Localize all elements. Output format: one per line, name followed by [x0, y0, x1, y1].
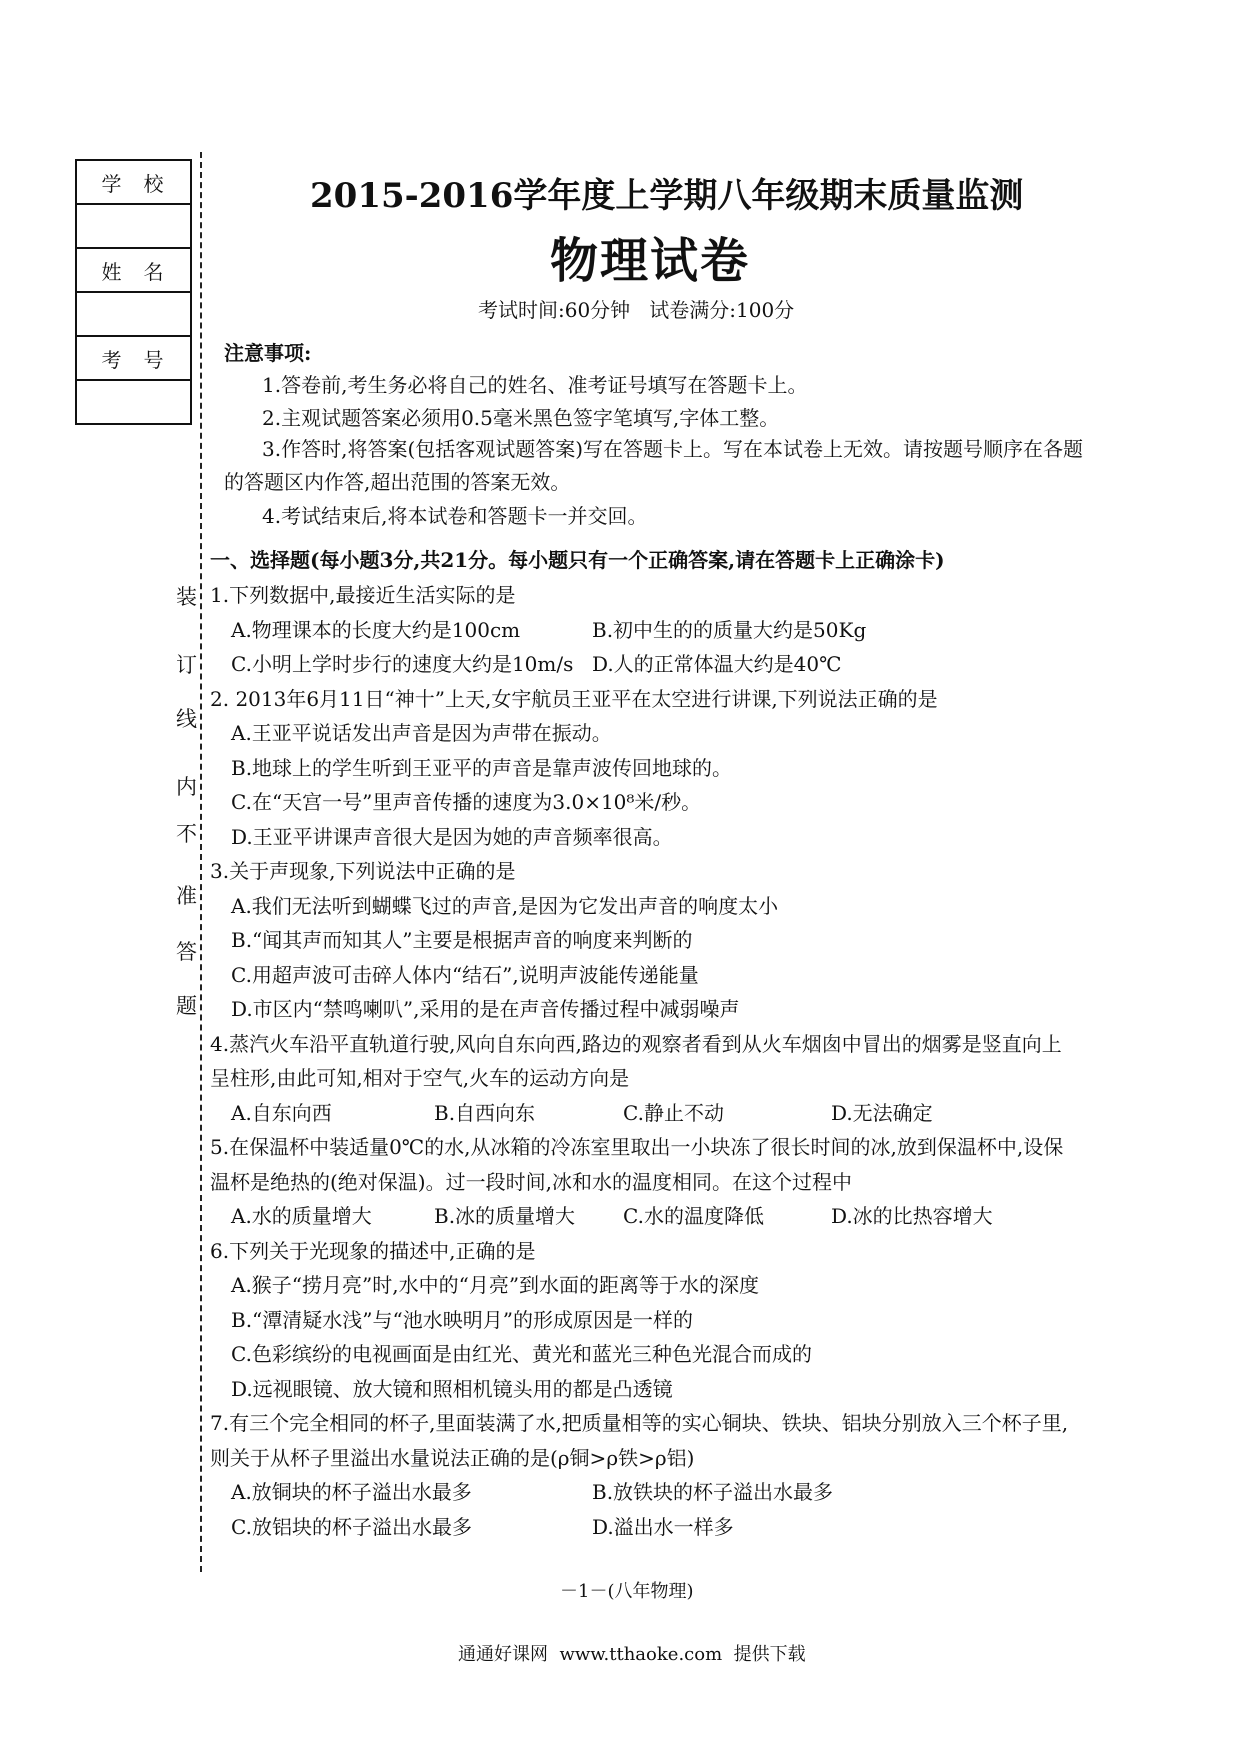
answer-option: D.溢出水一样多 [592, 1514, 734, 1539]
answer-option: B.放铁块的杯子溢出水最多 [592, 1480, 834, 1504]
binding-note-char: 题 [176, 994, 197, 1018]
answer-option: A.物理课本的长度大约是100cm [231, 617, 521, 642]
binding-note-char: 内 [176, 775, 197, 799]
page-number: －1－(八年物理) [560, 1581, 694, 1602]
binding-note-char: 答 [176, 940, 197, 964]
binding-note-char: 准 [176, 884, 197, 908]
answer-option: B.初中生的的质量大约是50Kg [592, 617, 867, 642]
answer-option: C.用超声波可击碎人体内“结石”,说明声波能传递能量 [231, 962, 699, 987]
school-field[interactable] [76, 204, 191, 248]
answer-option: B.“闻其声而知其人”主要是根据声音的响度来判断的 [231, 928, 693, 952]
answer-option: D.人的正常体温大约是40℃ [592, 652, 842, 676]
question-stem: 1.下列数据中,最接近生活实际的是 [210, 583, 516, 607]
note-item: 4.考试结束后,将本试卷和答题卡一并交回。 [262, 504, 648, 528]
question-stem: 2. 2013年6月11日“神十”上天,女宇航员王亚平在太空进行讲课,下列说法正确的是 [210, 686, 938, 711]
answer-option: A.猴子“捞月亮”时,水中的“月亮”到水面的距离等于水的深度 [231, 1273, 760, 1297]
answer-option: C.水的温度降低 [623, 1204, 764, 1228]
exam-number-label: 考号 [76, 336, 191, 380]
question-stem: 7.有三个完全相同的杯子,里面装满了水,把质量相等的实心铜块、铁块、铝块分别放入三个杯子里, [210, 1411, 1069, 1435]
question-stem: 3.关于声现象,下列说法中正确的是 [210, 859, 516, 883]
question-stem: 6.下列关于光现象的描述中,正确的是 [210, 1238, 536, 1263]
answer-option: D.王亚平讲课声音很大是因为她的声音频率很高。 [231, 824, 673, 849]
binding-note-char: 不 [176, 822, 197, 846]
answer-option: C.在“天宫一号”里声音传播的速度为3.0×10⁸米/秒。 [231, 790, 702, 814]
note-item: 3.作答时,将答案(包括客观试题答案)写在答题卡上。写在本试卷上无效。请按题号顺序在各题 [262, 437, 1084, 461]
name-label: 姓名 [76, 248, 191, 292]
answer-option: A.王亚平说话发出声音是因为声带在振动。 [231, 721, 612, 745]
answer-option: C.静止不动 [623, 1100, 724, 1125]
binding-note-char: 线 [176, 707, 197, 731]
answer-option: B.地球上的学生听到王亚平的声音是靠声波传回地球的。 [231, 755, 733, 780]
school-label: 学校 [76, 160, 191, 204]
notes-heading: 注意事项: [224, 341, 312, 365]
note-item: 的答题区内作答,超出范围的答案无效。 [224, 470, 571, 494]
question-stem: 4.蒸汽火车沿平直轨道行驶,风向自东向西,路边的观察者看到从火车烟囱中冒出的烟雾是竖直向上 [210, 1031, 1062, 1056]
binding-note-char: 订 [176, 653, 197, 677]
exam-title: 2015-2016学年度上学期八年级期末质量监测 [310, 176, 1024, 216]
question-stem: 则关于从杯子里溢出水量说法正确的是(ρ铜>ρ铁>ρ铝) [210, 1445, 695, 1470]
answer-option: A.自东向西 [231, 1100, 332, 1125]
subject-title: 物理试卷 [550, 233, 751, 289]
footer-source: 通通好课网 www.tthaoke.com 提供下载 [458, 1644, 806, 1665]
answer-option: C.小明上学时步行的速度大约是10m/s [231, 652, 574, 676]
note-item: 2.主观试题答案必须用0.5毫米黑色签字笔填写,字体工整。 [262, 406, 780, 430]
section-heading: 一、选择题(每小题3分,共21分。每小题只有一个正确答案,请在答题卡上正确涂卡) [210, 548, 945, 572]
question-stem: 5.在保温杯中装适量0℃的水,从冰箱的冷冻室里取出一小块冻了很长时间的冰,放到保温杯中,设保 [210, 1135, 1064, 1159]
answer-option: D.市区内“禁鸣喇叭”,采用的是在声音传播过程中减弱噪声 [231, 997, 740, 1021]
note-item: 1.答卷前,考生务必将自己的姓名、准考证号填写在答题卡上。 [262, 373, 808, 397]
answer-option: D.无法确定 [831, 1100, 933, 1125]
binding-line [200, 152, 202, 1572]
answer-option: B.“潭清疑水浅”与“池水映明月”的形成原因是一样的 [231, 1307, 693, 1332]
answer-option: C.色彩缤纷的电视画面是由红光、黄光和蓝光三种色光混合而成的 [231, 1342, 812, 1366]
answer-option: B.冰的质量增大 [434, 1204, 576, 1228]
name-field[interactable] [76, 292, 191, 336]
student-info-table [75, 159, 192, 425]
answer-option: A.我们无法听到蝴蝶飞过的声音,是因为它发出声音的响度太小 [231, 893, 779, 918]
answer-option: B.自西向东 [434, 1100, 536, 1125]
exam-info: 考试时间:60分钟 试卷满分:100分 [478, 298, 795, 322]
exam-number-field[interactable] [76, 380, 191, 424]
binding-note-char: 装 [176, 585, 197, 609]
answer-option: D.冰的比热容增大 [831, 1204, 993, 1228]
question-stem: 温杯是绝热的(绝对保温)。过一段时间,冰和水的温度相同。在这个过程中 [210, 1169, 852, 1194]
answer-option: D.远视眼镜、放大镜和照相机镜头用的都是凸透镜 [231, 1376, 673, 1401]
answer-option: C.放铝块的杯子溢出水最多 [231, 1514, 472, 1539]
answer-option: A.放铜块的杯子溢出水最多 [231, 1480, 472, 1504]
question-stem: 呈柱形,由此可知,相对于空气,火车的运动方向是 [210, 1066, 630, 1090]
answer-option: A.水的质量增大 [231, 1204, 372, 1228]
